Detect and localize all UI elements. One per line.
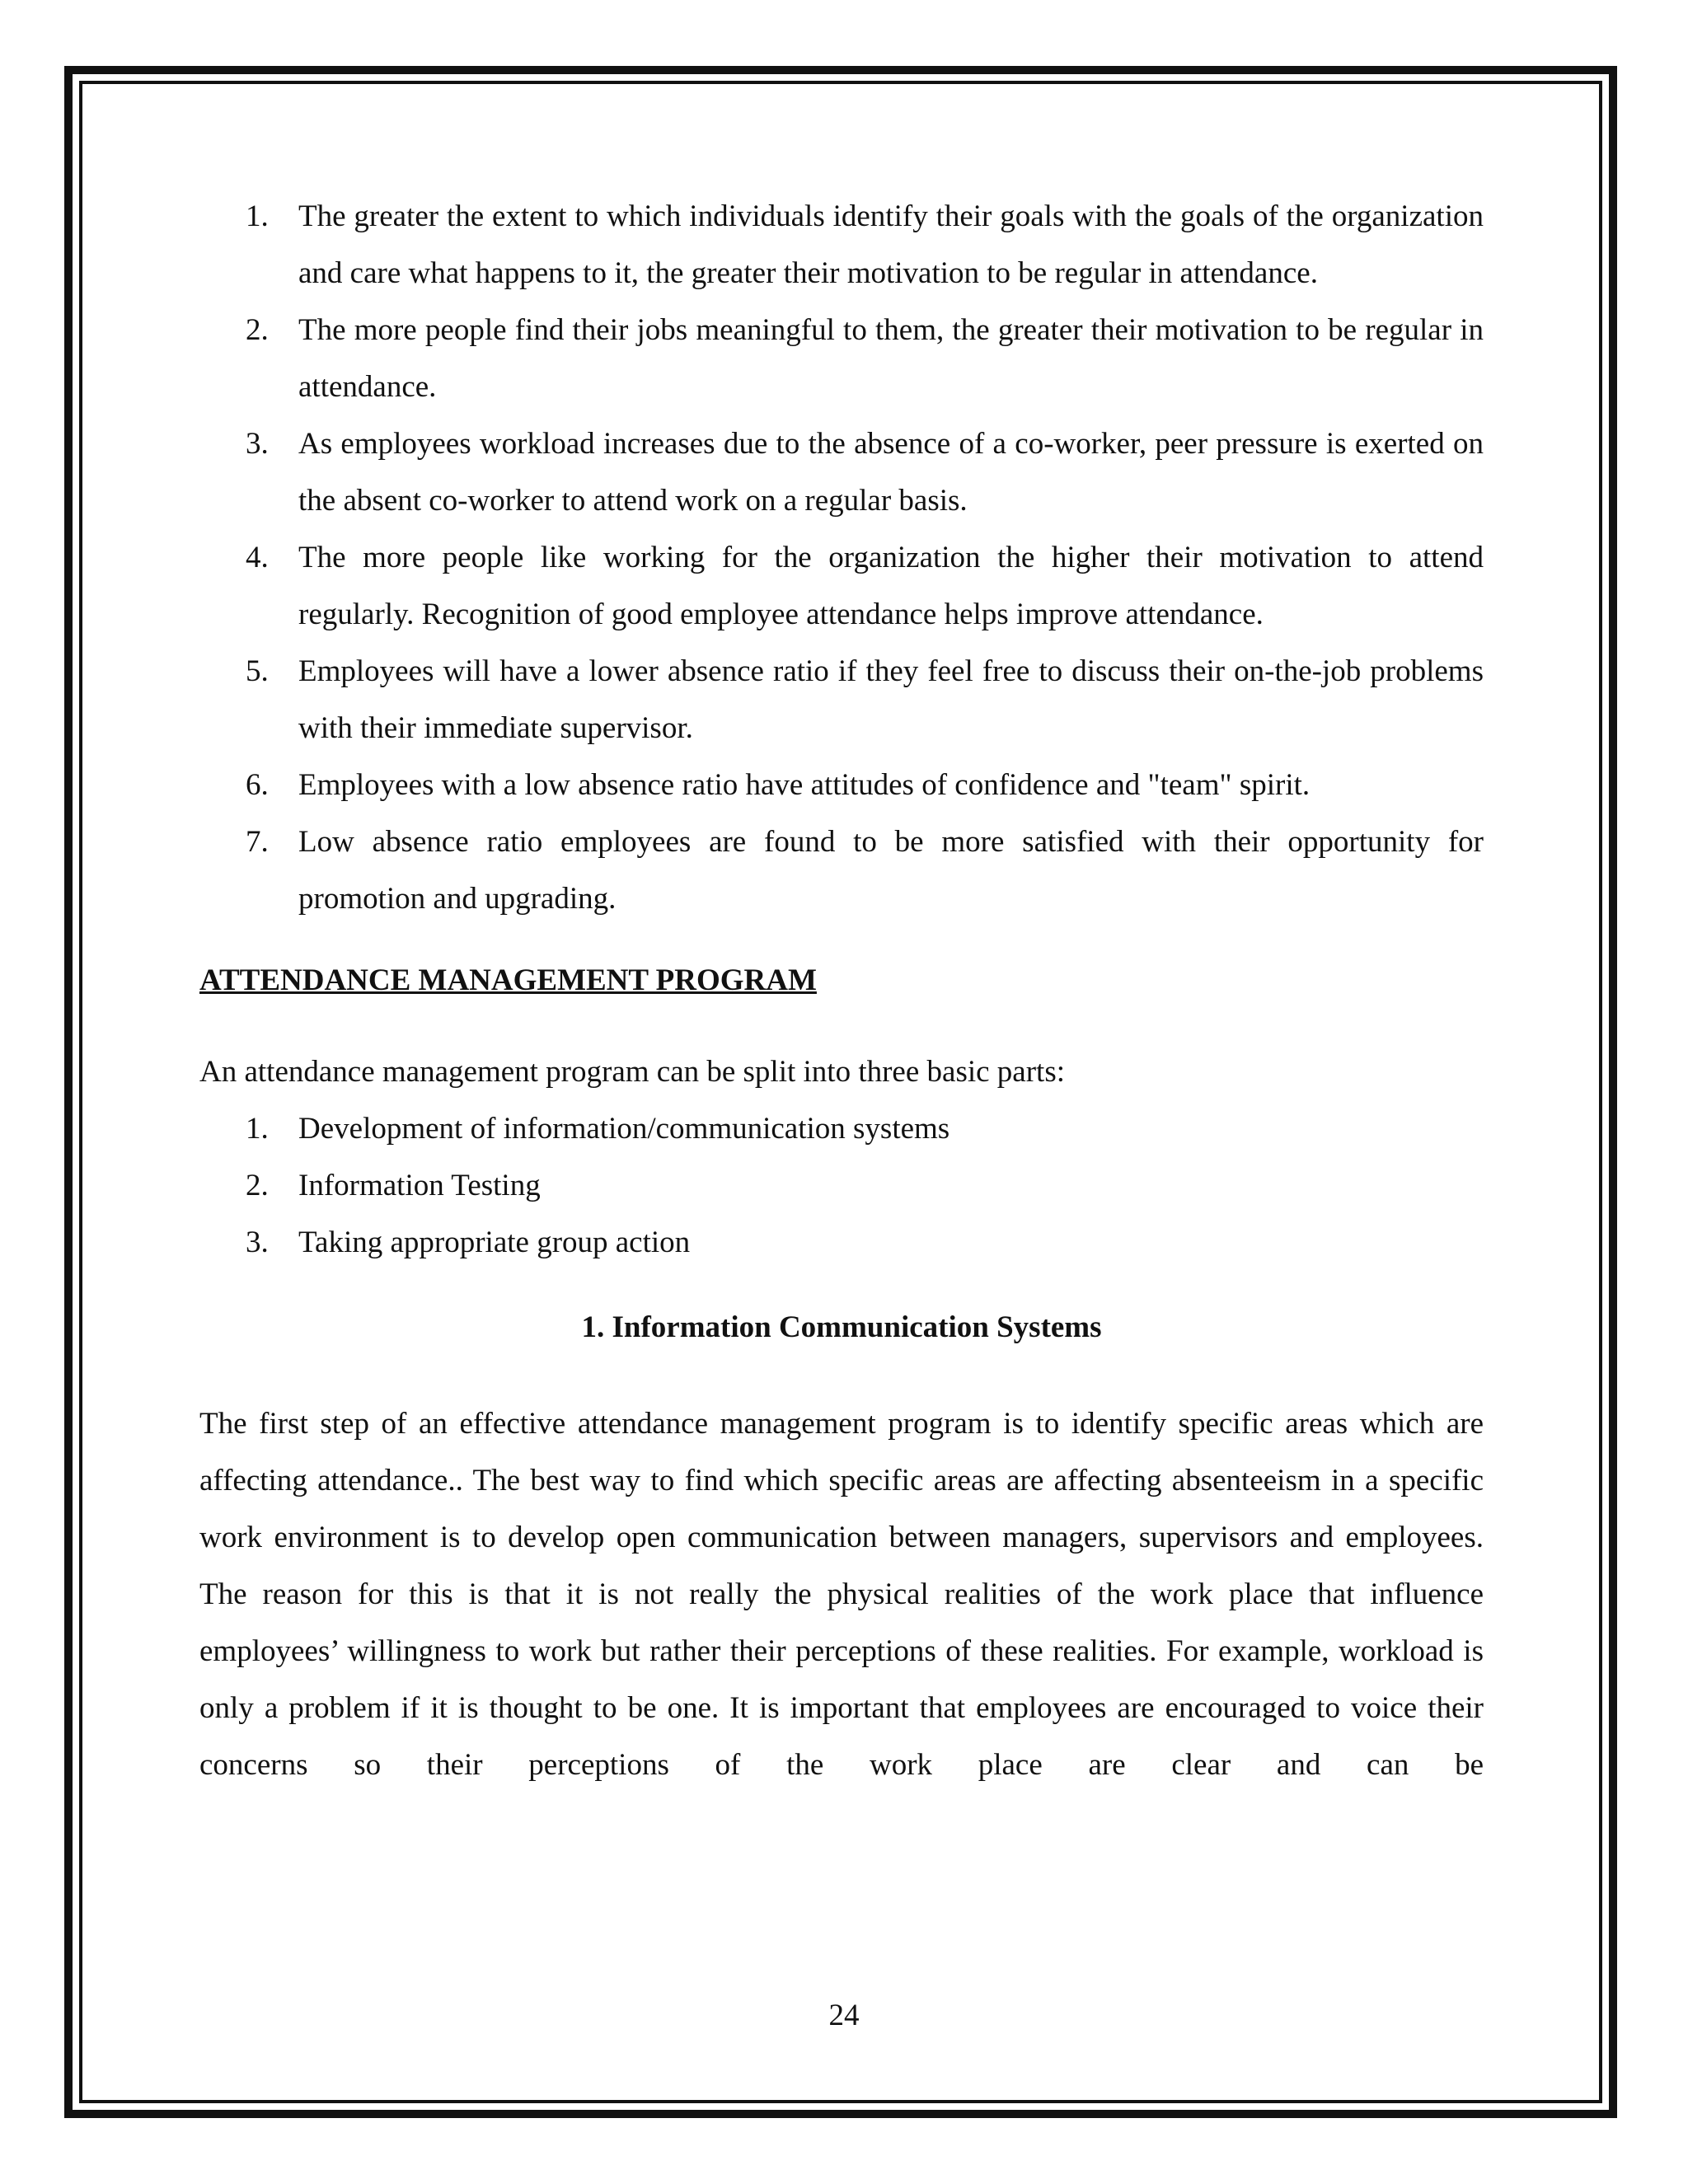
motivation-list [199,188,1484,927]
list-item [199,188,1484,302]
section-heading: ATTENDANCE MANAGEMENT PROGRAM [199,963,817,997]
list-item-text: The more people find their jobs meaningful to them, the greater their motivation to be regular in attendance. [298,313,1484,404]
list-item-number: 3. [246,427,269,461]
list-item-text: As employees workload increases due to the absence of a co-worker, peer pressure is exerted on the absent co-worker to attend work on a regular basis. [298,427,1484,518]
list-item [199,813,1484,927]
program-parts-list [199,1100,1484,1271]
list-item-number: 7. [246,825,269,859]
list-item [199,1100,1484,1157]
list-item-number: 3. [246,1226,269,1259]
page-number: 24 [828,1999,860,2032]
list-item-text: Taking appropriate group action [298,1226,691,1259]
list-item [199,643,1484,757]
list-item [199,529,1484,643]
list-item-text: Information Testing [298,1169,541,1202]
list-item [199,302,1484,415]
list-item-number: 2. [246,313,269,347]
list-item-number: 4. [246,541,269,574]
list-item-text: The more people like working for the organization the higher their motivation to attend regularly. Recognition of good employee attendance helps improve attendance. [298,541,1484,631]
list-item-number: 6. [246,768,269,802]
list-item [199,1214,1484,1271]
list-item-number: 2. [246,1169,269,1202]
intro-text: An attendance management program can be split into three basic parts: [199,1055,1066,1089]
list-item-number: 1. [246,1112,269,1146]
list-item-text: Employees will have a lower absence ratio if they feel free to discuss their on-the-job problems with their immediate supervisor. [298,654,1484,745]
list-item [199,1157,1484,1214]
list-item-text: Employees with a low absence ratio have attitudes of confidence and "team" spirit. [298,768,1311,802]
list-item-text: Low absence ratio employees are found to be more satisfied with their opportunity for promotion and upgrading. [298,825,1484,916]
list-item-text: The greater the extent to which individuals identify their goals with the goals of the organization and care what happens to it, the greater their motivation to be regular in attendance. [298,199,1484,290]
page-content [199,188,1484,1793]
subsection-heading: 1. Information Communication Systems [581,1310,1102,1344]
list-item-number: 1. [246,199,269,233]
list-item-number: 5. [246,654,269,688]
list-item [199,415,1484,529]
body-paragraph: The first step of an effective attendance management program is to identify specific areas which are affecting attendance.. The best way to find which specific areas are affecting absenteeism in a specific work environment is to develop open communication between managers, supervisors and employees. The reason for this is that it is not really the physical realities of the work place that influence employees’ willingness to work but rather their perceptions of these realities. For example, workload is only a problem if it is thought to be one. It is important that employees are encouraged to voice their concerns so their perceptions of the work place are clear and can be [199,1407,1484,1782]
list-item-text: Development of information/communication systems [298,1112,950,1146]
list-item [199,757,1484,813]
